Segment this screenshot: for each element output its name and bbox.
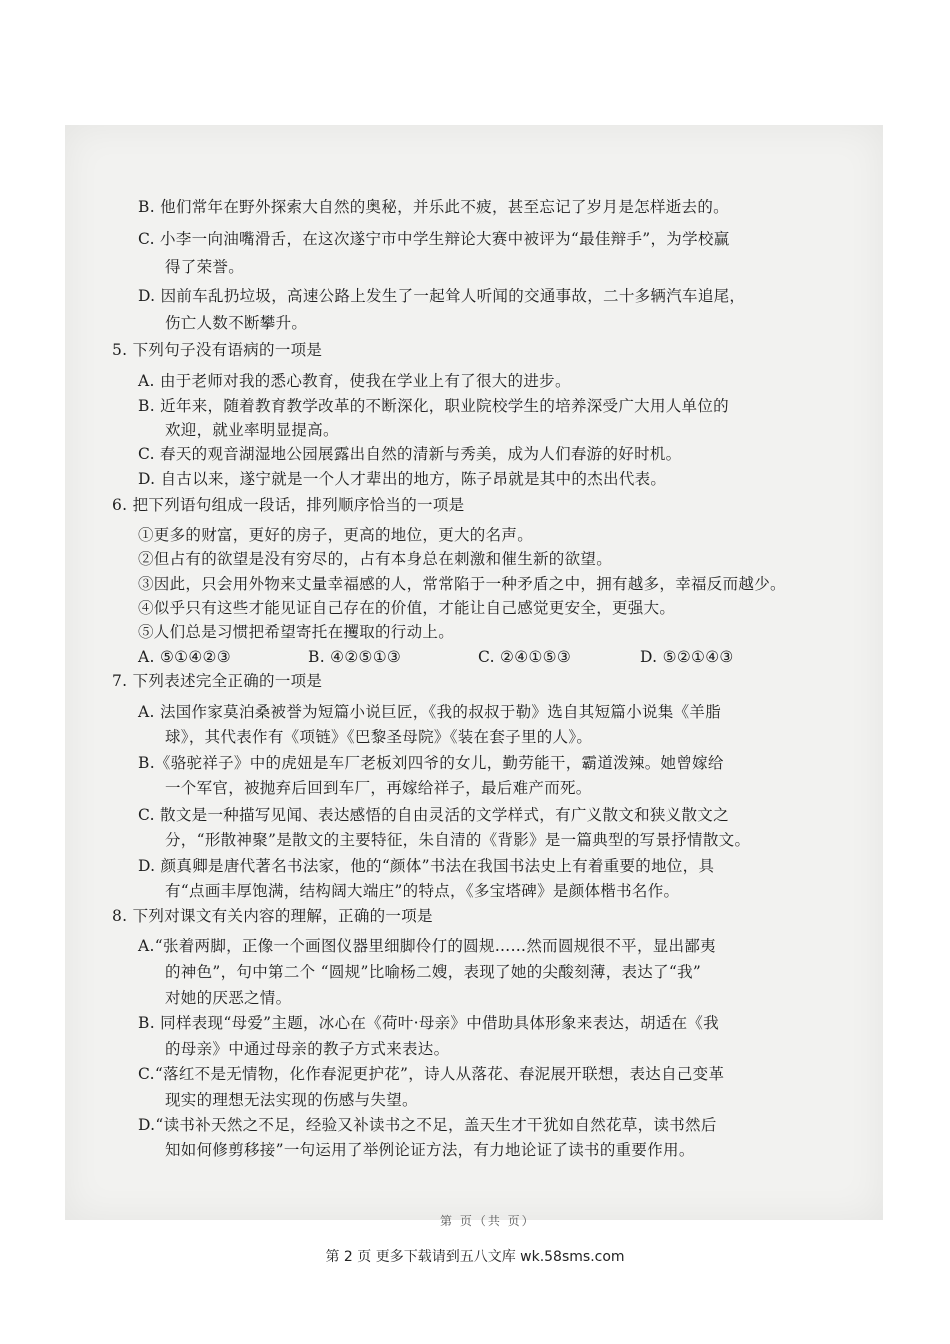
q8-stem: 8. 下列对课文有关内容的理解，正确的一项是 xyxy=(112,907,433,925)
page-footer: 第 2 页 更多下载请到五八文库 wk.58sms.com xyxy=(325,1249,625,1265)
q7-option-b: B.《骆驼祥子》中的虎妞是车厂老板刘四爷的女儿，勤劳能干，霸道泼辣。她曾嫁给 xyxy=(138,754,724,772)
q8-option-c: C.“落红不是无情物，化作春泥更护花”，诗人从落花、春泥展开联想，表达自己变革 xyxy=(138,1065,725,1083)
q6-option-a: A. ⑤①④②③ xyxy=(138,648,231,666)
q4-option-c-cont: 得了荣誉。 xyxy=(165,258,245,276)
q6-sentence-1: ①更多的财富，更好的房子，更高的地位，更大的名声。 xyxy=(138,526,534,544)
q7-option-a-cont: 球》，其代表作有《项链》《巴黎圣母院》《装在套子里的人》。 xyxy=(165,728,593,746)
q6-sentence-4: ④似乎只有这些才能见证自己存在的价值，才能让自己感觉更安全，更强大。 xyxy=(138,599,676,617)
q8-option-a: A.“张着两脚，正像一个画图仪器里细脚伶仃的圆规……然而圆规很不平，显出鄙夷 xyxy=(138,937,716,955)
q4-option-b: B. 他们常年在野外探索大自然的奥秘，并乐此不疲，甚至忘记了岁月是怎样逝去的。 xyxy=(138,198,729,216)
q8-option-a-cont-1: 的神色”，句中第二个 “圆规”比喻杨二嫂，表现了她的尖酸刻薄，表达了“我” xyxy=(165,963,702,981)
q6-sentence-5: ⑤人们总是习惯把希望寄托在攫取的行动上。 xyxy=(138,623,455,641)
q7-option-d: D. 颜真卿是唐代著名书法家，他的“颜体”书法在我国书法史上有着重要的地位，具 xyxy=(138,857,715,875)
q7-stem: 7. 下列表述完全正确的一项是 xyxy=(112,672,323,690)
q5-stem: 5. 下列句子没有语病的一项是 xyxy=(112,341,323,359)
q7-option-b-cont: 一个军官，被抛弃后回到车厂，再嫁给祥子，最后难产而死。 xyxy=(165,779,592,797)
q7-option-a: A. 法国作家莫泊桑被誉为短篇小说巨匠，《我的叔叔于勒》选自其短篇小说集《羊脂 xyxy=(138,703,721,721)
q4-option-d-cont: 伤亡人数不断攀升。 xyxy=(165,314,308,332)
q8-option-d-cont: 知如何修剪移接”一句运用了举例论证方法，有力地论证了读书的重要作用。 xyxy=(165,1141,695,1159)
q8-option-d: D.“读书补天然之不足，经验又补读书之不足，盖天生才干犹如自然花草，读书然后 xyxy=(138,1116,717,1134)
q6-sentence-3: ③因此，只会用外物来丈量幸福感的人，常常陷于一种矛盾之中，拥有越多，幸福反而越少。 xyxy=(138,575,786,593)
q6-option-b: B. ④②⑤①③ xyxy=(308,648,402,666)
q8-option-b-cont: 的母亲》中通过母亲的教子方式来表达。 xyxy=(165,1040,450,1058)
q6-stem: 6. 把下列语句组成一段话，排列顺序恰当的一项是 xyxy=(112,496,465,514)
q5-option-b-cont: 欢迎，就业率明显提高。 xyxy=(165,421,339,439)
q4-option-c: C. 小李一向油嘴滑舌，在这次遂宁市中学生辩论大赛中被评为“最佳辩手”，为学校赢 xyxy=(138,230,730,248)
q6-option-d: D. ⑤②①④③ xyxy=(640,648,734,666)
q4-option-d: D. 因前车乱扔垃圾，高速公路上发生了一起耸人听闻的交通事故，二十多辆汽车追尾， xyxy=(138,287,746,305)
page-number-mark: 第 页（共 页） xyxy=(440,1214,536,1228)
q8-option-c-cont: 现实的理想无法实现的伤感与失望。 xyxy=(165,1091,418,1109)
q7-option-c-cont: 分，“形散神聚”是散文的主要特征，朱自清的《背影》是一篇典型的写景抒情散文。 xyxy=(165,831,751,849)
q7-option-d-cont: 有“点画丰厚饱满，结构阔大端庄”的特点，《多宝塔碑》是颜体楷书名作。 xyxy=(165,882,680,900)
q5-option-c: C. 春天的观音湖湿地公园展露出自然的清新与秀美，成为人们春游的好时机。 xyxy=(138,445,682,463)
q6-sentence-2: ②但占有的欲望是没有穷尽的，占有本身总在刺激和催生新的欲望。 xyxy=(138,550,613,568)
q5-option-a: A. 由于老师对我的悉心教育，使我在学业上有了很大的进步。 xyxy=(138,372,571,390)
q5-option-b: B. 近年来，随着教育教学改革的不断深化，职业院校学生的培养深受广大用人单位的 xyxy=(138,397,729,415)
q6-option-c: C. ②④①⑤③ xyxy=(478,648,572,666)
q8-option-b: B. 同样表现“母爱”主题，冰心在《荷叶·母亲》中借助具体形象来表达，胡适在《我 xyxy=(138,1014,720,1032)
q5-option-d: D. 自古以来，遂宁就是一个人才辈出的地方，陈子昂就是其中的杰出代表。 xyxy=(138,470,667,488)
q8-option-a-cont-2: 对她的厌恶之情。 xyxy=(165,989,292,1007)
q7-option-c: C. 散文是一种描写见闻、表达感悟的自由灵活的文学样式，有广义散文和狭义散文之 xyxy=(138,806,729,824)
